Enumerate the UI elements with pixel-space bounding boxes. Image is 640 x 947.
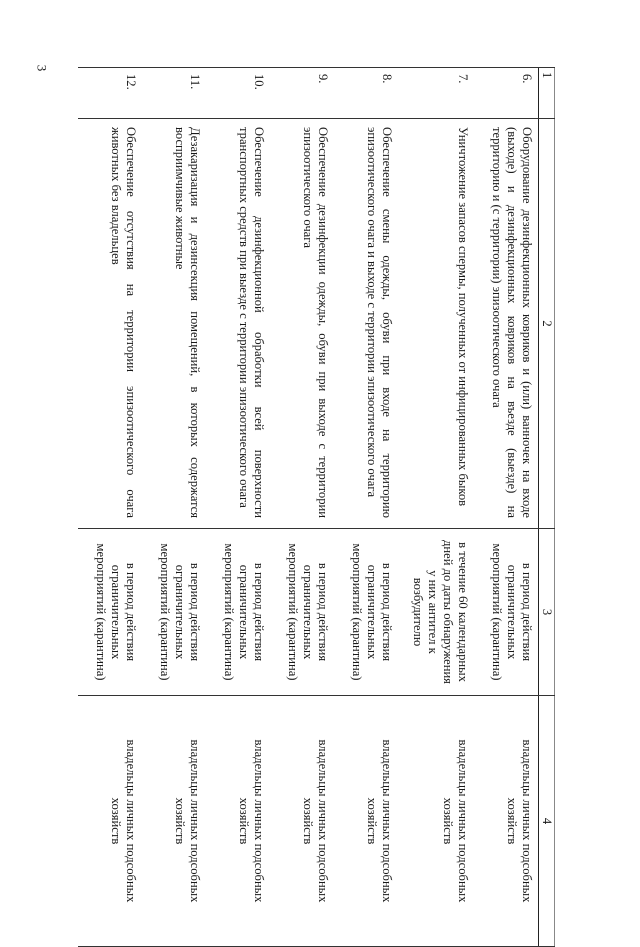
measure-term: в период действия ограничительных мероприятий (карантина) — [206, 529, 270, 696]
measure-executor: владельцы личных подсобных хозяйств — [270, 696, 334, 947]
measure-executor: владельцы личных подсобных хозяйств — [334, 696, 398, 947]
measure-description: Уничтожение запасов спермы, полученных от инфицированных быков — [398, 119, 474, 529]
measures-table — [78, 67, 555, 947]
page-number: 3 — [34, 64, 50, 72]
measure-term: в период действия ограничительных мероприятий (карантина) — [474, 529, 539, 696]
measure-description: Обеспечение смены одежды, обуви при входе на территорию эпизоотического очага и выходе с территории эпизоотического очага — [334, 119, 398, 529]
header-col-2: 2 — [539, 119, 555, 529]
measure-executor: владельцы личных подсобных хозяйств — [474, 696, 539, 947]
measure-term: в течение 60 календарных дней до даты обнаружения у них антител к возбудителю — [398, 529, 474, 696]
measure-term: в период действия ограничительных мероприятий (карантина) — [270, 529, 334, 696]
measure-description: Обеспечение дезинфекции одежды, обуви при выходе с территории эпизоотического очага — [270, 119, 334, 529]
row-number: 12. — [78, 68, 142, 119]
header-col-3: 3 — [539, 529, 555, 696]
table-row — [78, 68, 142, 947]
row-number: 8. — [334, 68, 398, 119]
measure-executor: владельцы личных подсобных хозяйств — [78, 696, 142, 947]
header-col-4: 4 — [539, 696, 555, 947]
table-header-row — [539, 68, 555, 947]
table-row — [334, 68, 398, 947]
measure-executor: владельцы личных подсобных хозяйств — [398, 696, 474, 947]
row-number: 7. — [398, 68, 474, 119]
row-number: 11. — [142, 68, 206, 119]
table-row — [474, 68, 539, 947]
row-number: 10. — [206, 68, 270, 119]
measure-description: Обеспечение дезинфекционной обработки всей поверхности транспортных средств при выезде с территории эпизоотического очага — [206, 119, 270, 529]
table-row — [398, 68, 474, 947]
row-number: 9. — [270, 68, 334, 119]
measure-term: в период действия ограничительных мероприятий (карантина) — [334, 529, 398, 696]
header-col-1: 1 — [539, 68, 555, 119]
table-row — [142, 68, 206, 947]
measure-description: Дезакаризация и дезинсекция помещений, в которых содержатся восприимчивые животные — [142, 119, 206, 529]
table-row — [270, 68, 334, 947]
rotated-table-container — [94, 67, 555, 903]
measure-term: в период действия ограничительных мероприятий (карантина) — [78, 529, 142, 696]
table-row — [206, 68, 270, 947]
row-number: 6. — [474, 68, 539, 119]
measure-description: Обеспечение отсутствия на территории эпизоотического очага животных без владельцев — [78, 119, 142, 529]
measure-executor: владельцы личных подсобных хозяйств — [206, 696, 270, 947]
measure-description: Оборудование дезинфекционных ковриков и (или) ванночек на входе (выходе) и дезинфекционных ковриков на въезде (выезде) на территорию и (с территории) эпизоотического очага — [474, 119, 539, 529]
measure-term: в период действия ограничительных мероприятий (карантина) — [142, 529, 206, 696]
measure-executor: владельцы личных подсобных хозяйств — [142, 696, 206, 947]
